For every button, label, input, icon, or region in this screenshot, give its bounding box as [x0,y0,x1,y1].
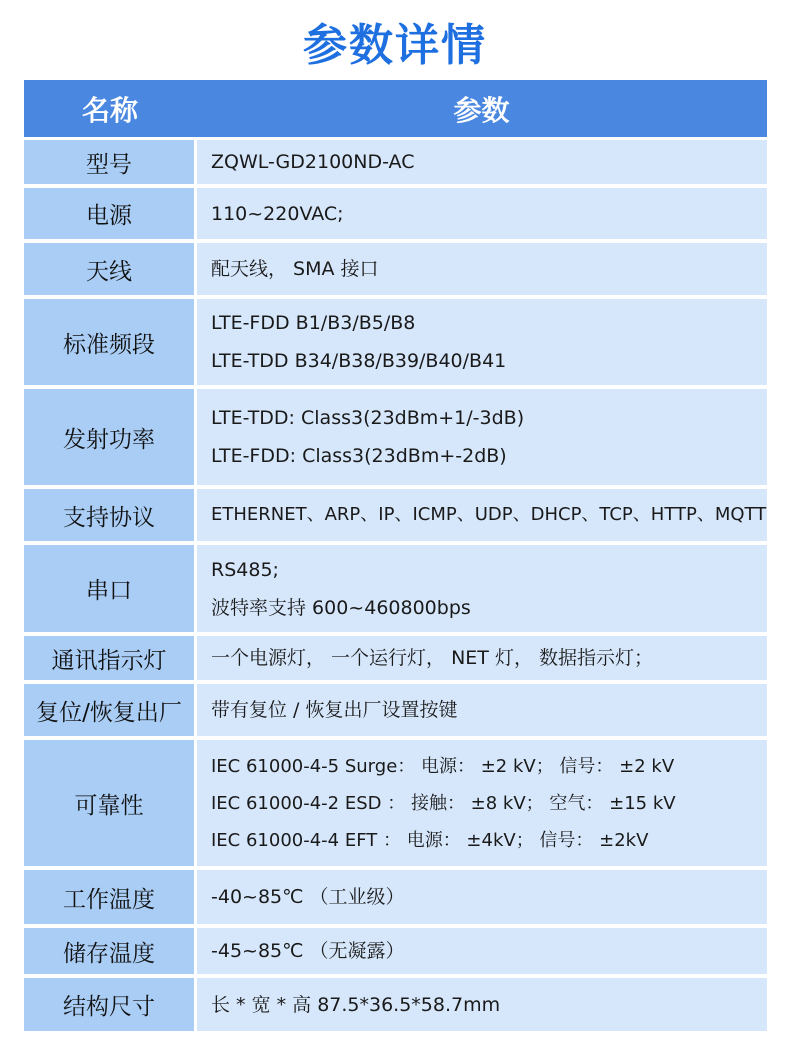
value-line: 配天线， SMA 接口 [211,258,379,280]
table-header-row [24,80,767,137]
row-name: 储存温度 [24,928,194,974]
table-row [24,243,767,295]
table-row [24,188,767,239]
row-value [197,243,767,295]
header-param: 参数 [453,93,510,127]
value-line: ZQWL-GD2100ND-AC [211,151,415,173]
value-line: -40~85℃ （工业级） [211,886,405,908]
row-name: 发射功率 [24,389,194,485]
row-value [197,299,767,385]
row-value [197,545,767,632]
table-row [24,545,767,632]
row-name: 结构尺寸 [24,978,194,1031]
row-name: 通讯指示灯 [24,636,194,680]
value-line: ETHERNET、ARP、IP、ICMP、UDP、DHCP、TCP、HTTP、MQTT [211,504,767,525]
value-line: IEC 61000-4-4 EFT ： 电源： ±4kV； 信号： ±2kV [211,829,649,851]
value-line: 一个电源灯， 一个运行灯， NET 灯， 数据指示灯； [211,647,653,669]
value-line: 110~220VAC; [211,202,344,225]
row-value [197,636,767,680]
spec-table [24,80,767,1035]
table-row [24,299,767,385]
table-row [24,740,767,866]
row-value [197,188,767,239]
row-value [197,389,767,485]
row-name: 复位/恢复出厂 [24,684,194,736]
value-line: LTE-FDD: Class3(23dBm+-2dB) [211,445,507,467]
table-row [24,870,767,924]
value-line: RS485; [211,558,279,581]
table-row [24,684,767,736]
value-line: LTE-TDD B34/B38/B39/B40/B41 [211,350,507,372]
header-name: 名称 [81,93,138,127]
row-name: 电源 [24,188,194,239]
row-name: 支持协议 [24,489,194,541]
value-line: 带有复位 / 恢复出厂设置按键 [211,699,458,721]
row-value [197,140,767,184]
row-name: 型号 [24,140,194,184]
row-name: 天线 [24,243,194,295]
table-row [24,928,767,974]
value-line: IEC 61000-4-5 Surge： 电源： ±2 kV； 信号： ±2 kV [211,755,675,777]
table-row [24,489,767,541]
row-value [197,489,767,541]
row-name: 工作温度 [24,870,194,924]
row-name: 串口 [24,545,194,632]
row-name: 标准频段 [24,299,194,385]
row-value [197,978,767,1031]
value-line: 长 * 宽 * 高 87.5*36.5*58.7mm [211,993,501,1016]
value-line: IEC 61000-4-2 ESD ： 接触： ±8 kV； 空气： ±15 kV [211,792,676,814]
table-row [24,636,767,680]
value-line: LTE-TDD: Class3(23dBm+1/-3dB) [211,407,525,429]
value-line: -45~85℃ （无凝露） [211,940,405,962]
row-value [197,928,767,974]
table-row [24,140,767,184]
value-line: LTE-FDD B1/B3/B5/B8 [211,312,416,334]
row-name: 可靠性 [24,740,194,866]
table-row [24,389,767,485]
table-row [24,978,767,1031]
value-line: 波特率支持 600~460800bps [211,596,471,619]
row-value [197,740,767,866]
page-title: 参数详情 [303,20,487,71]
row-value [197,870,767,924]
row-value [197,684,767,736]
